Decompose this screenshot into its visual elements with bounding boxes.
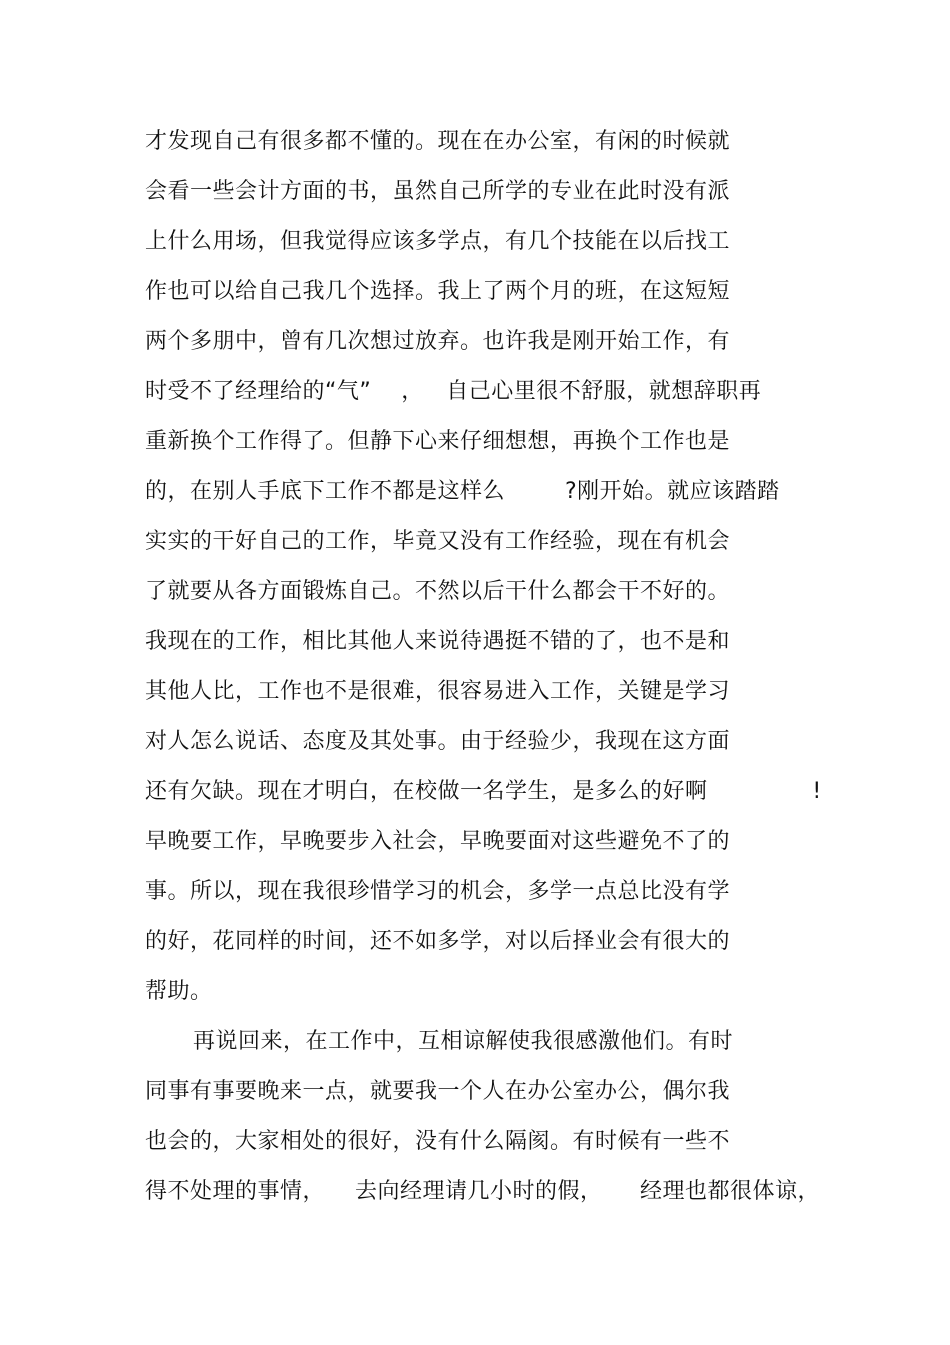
- text-line: 时受不了经理给的“气” ， 自己心里很不舒服，就想辞职再: [145, 379, 762, 404]
- text-line: 实实的干好自己的工作，毕竟又没有工作经验，现在有机会: [145, 529, 731, 554]
- text-line: 还有欠缺。现在才明白，在校做一名学生，是多么的好啊 !: [145, 779, 822, 804]
- text-line: 对人怎么说话、态度及其处事。由于经验少，我现在这方面: [145, 729, 731, 754]
- text-line: 帮助。: [145, 979, 213, 1004]
- text-line: 了就要从各方面锻炼自己。不然以后干什么都会干不好的。: [145, 579, 731, 604]
- text-line: 会看一些会计方面的书，虽然自己所学的专业在此时没有派: [145, 179, 731, 204]
- paragraph-first-line: 再说回来，在工作中，互相谅解使我很感激他们。有时: [193, 1029, 734, 1054]
- text-line: 得不处理的事情， 去向经理请几小时的假， 经理也都很体谅，: [145, 1179, 820, 1204]
- text-line: 作也可以给自己我几个选择。我上了两个月的班，在这短短: [145, 279, 731, 304]
- text-line: 也会的，大家相处的很好，没有什么隔阂。有时候有一些不: [145, 1129, 731, 1154]
- text-line: 的好，花同样的时间，还不如多学，对以后择业会有很大的: [145, 929, 731, 954]
- text-line: 其他人比，工作也不是很难，很容易进入工作，关键是学习: [145, 679, 731, 704]
- text-line: 上什么用场，但我觉得应该多学点，有几个技能在以后找工: [145, 229, 731, 254]
- text-line: 才发现自己有很多都不懂的。现在在办公室，有闲的时候就: [145, 129, 731, 154]
- text-line: 同事有事要晚来一点，就要我一个人在办公室办公，偶尔我: [145, 1079, 731, 1104]
- text-line: 事。所以，现在我很珍惜学习的机会，多学一点总比没有学: [145, 879, 731, 904]
- text-line: 重新换个工作得了。但静下心来仔细想想，再换个工作也是: [145, 429, 731, 454]
- text-line: 我现在的工作，相比其他人来说待遇挺不错的了，也不是和: [145, 629, 731, 654]
- text-line: 的，在别人手底下工作不都是这样么 ?刚开始。就应该踏踏: [145, 479, 780, 504]
- text-line: 早晚要工作，早晚要步入社会，早晚要面对这些避免不了的: [145, 829, 731, 854]
- text-line: 两个多朋中，曾有几次想过放弃。也许我是刚开始工作，有: [145, 329, 731, 354]
